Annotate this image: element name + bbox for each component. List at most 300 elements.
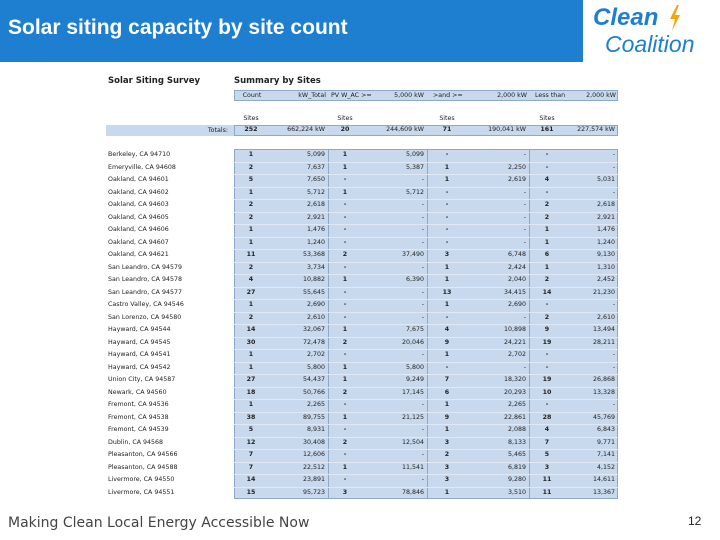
value-cell: 53,368 (302, 251, 325, 258)
value-cell: 1 (248, 238, 254, 246)
value-cell: 5,712 (405, 188, 424, 196)
location-cell: San Leandro, CA 94579 (108, 263, 183, 271)
location-cell: Oakland, CA 94603 (108, 201, 169, 208)
value-cell: 2,921 (306, 213, 325, 221)
location-cell: Oakland, CA 94602 (108, 188, 169, 196)
value-cell: 1 (544, 263, 550, 271)
value-cell: - (523, 151, 526, 158)
value-cell: 27 (246, 376, 256, 383)
value-cell: 2 (248, 163, 254, 171)
location-cell: Oakland, CA 94605 (108, 213, 169, 221)
table-row (106, 163, 618, 174)
value-cell: - (612, 163, 615, 171)
value-cell: 2,921 (596, 213, 615, 221)
value-cell: - (445, 238, 449, 246)
table-row (106, 388, 618, 399)
value-cell: 2,088 (507, 426, 526, 433)
value-cell: 7 (248, 451, 254, 458)
value-cell: - (421, 288, 424, 296)
value-cell: 22,861 (503, 413, 526, 421)
table-row (106, 175, 618, 186)
value-cell: - (421, 226, 424, 233)
value-cell: 2 (342, 338, 348, 346)
location-cell: Newark, CA 94560 (108, 388, 167, 396)
value-cell: 5,099 (405, 151, 424, 158)
value-cell: 9 (544, 326, 550, 333)
value-cell: 5 (248, 176, 254, 183)
value-cell: 6 (544, 251, 550, 258)
totals-cell: 252 (244, 126, 258, 133)
value-cell: - (523, 226, 526, 233)
value-cell: 1 (544, 238, 550, 246)
value-cell: 20,293 (503, 388, 526, 396)
value-cell: 1 (444, 163, 450, 171)
value-cell: 9 (444, 338, 450, 346)
page-number: 12 (688, 514, 702, 528)
value-cell: 2,424 (507, 263, 526, 271)
column-header: PV W_AC >= (331, 92, 372, 99)
logo-word-clean: Clean (593, 4, 659, 31)
value-cell: 13,494 (592, 326, 615, 333)
value-cell: - (343, 476, 347, 483)
value-cell: 10,898 (503, 326, 526, 333)
value-cell: 2,619 (507, 176, 526, 183)
location-cell: Castro Valley, CA 94546 (108, 301, 184, 308)
value-cell: - (421, 476, 424, 483)
value-cell: 7,637 (306, 163, 325, 171)
value-cell: - (545, 188, 549, 196)
value-cell: 1 (444, 301, 450, 308)
value-cell: 5,031 (596, 176, 615, 183)
value-cell: - (421, 313, 424, 321)
value-cell: - (343, 213, 347, 221)
table-row (106, 450, 618, 461)
value-cell: 10 (542, 388, 552, 396)
value-cell: 12,606 (302, 451, 325, 458)
value-cell: 2 (248, 213, 254, 221)
totals-cell: 20 (340, 126, 350, 133)
value-cell: 12 (246, 438, 256, 446)
value-cell: 8,931 (306, 426, 325, 433)
title-bar (0, 0, 720, 62)
value-cell: 1 (248, 351, 254, 358)
value-cell: - (445, 226, 449, 233)
value-cell: 13,328 (592, 388, 615, 396)
value-cell: 1 (342, 276, 348, 283)
column-header-row (234, 90, 618, 101)
value-cell: 5,800 (405, 363, 424, 371)
location-cell: San Leandro, CA 94578 (108, 276, 183, 283)
value-cell: 32,067 (302, 326, 325, 333)
location-cell: Livermore, CA 94551 (108, 488, 175, 496)
table-row (106, 300, 618, 311)
totals-row (106, 125, 618, 136)
table-row (106, 438, 618, 449)
value-cell: 3,510 (507, 488, 526, 496)
totals-cell: 244,609 kW (386, 126, 424, 133)
value-cell: - (421, 351, 424, 358)
value-cell: 2,690 (507, 301, 526, 308)
location-cell: Hayward, CA 94545 (108, 338, 171, 346)
value-cell: 7,675 (405, 326, 424, 333)
value-cell: 1 (444, 276, 450, 283)
value-cell: 2 (342, 251, 348, 258)
value-cell: - (523, 313, 526, 321)
value-cell: - (545, 301, 549, 308)
table-row (106, 363, 618, 374)
value-cell: 45,769 (592, 413, 615, 421)
subheader-row (106, 114, 618, 125)
value-cell: - (421, 176, 424, 183)
location-cell: Emeryville, CA 94608 (108, 163, 176, 171)
totals-cell: 227,574 kW (577, 126, 615, 133)
value-cell: 2 (544, 213, 550, 221)
value-cell: 9 (444, 413, 450, 421)
table-row (106, 250, 618, 261)
value-cell: - (343, 301, 347, 308)
value-cell: 2,265 (306, 401, 325, 408)
value-cell: 2,452 (596, 276, 615, 283)
value-cell: 78,846 (401, 488, 424, 496)
value-cell: - (421, 426, 424, 433)
value-cell: 14 (542, 288, 552, 296)
column-header: 2,000 kW (586, 92, 616, 99)
totals-cell: 662,224 kW (287, 126, 325, 133)
value-cell: - (612, 363, 615, 371)
value-cell: 6,843 (596, 426, 615, 433)
value-cell: 2,702 (507, 351, 526, 358)
location-cell: Berkeley, CA 94710 (108, 151, 171, 158)
table-row (106, 225, 618, 236)
location-cell: Oakland, CA 94607 (108, 238, 169, 246)
column-header: Less than (535, 92, 566, 99)
location-cell: Hayward, CA 94544 (108, 326, 171, 333)
value-cell: 14 (246, 326, 256, 333)
value-cell: 2 (544, 276, 550, 283)
value-cell: 7 (248, 463, 254, 471)
value-cell: 28 (542, 413, 552, 421)
value-cell: 14 (246, 476, 256, 483)
table-row (106, 350, 618, 361)
table-row (106, 150, 618, 161)
table-row (106, 413, 618, 424)
value-cell: 1 (444, 351, 450, 358)
value-cell: - (523, 201, 526, 208)
location-cell: San Leandro, CA 94577 (108, 288, 183, 296)
totals-cell: 190,041 kW (488, 126, 526, 133)
value-cell: 1 (342, 151, 348, 158)
value-cell: 2 (342, 438, 348, 446)
value-cell: 1 (248, 301, 254, 308)
value-cell: 3 (444, 251, 450, 258)
value-cell: 10,882 (302, 276, 325, 283)
summary-title: Summary by Sites (234, 76, 321, 86)
value-cell: 1 (248, 401, 254, 408)
value-cell: 4 (444, 326, 450, 333)
totals-cell: 161 (540, 126, 554, 133)
subheader-sites: Sites (243, 115, 259, 122)
value-cell: - (343, 238, 347, 246)
value-cell: 1 (444, 176, 450, 183)
value-cell: - (421, 238, 424, 246)
value-cell: 95,723 (302, 488, 325, 496)
value-cell: 2,040 (507, 276, 526, 283)
value-cell: 2 (248, 313, 254, 321)
value-cell: 1,240 (596, 238, 615, 246)
value-cell: 7 (544, 438, 550, 446)
value-cell: - (421, 263, 424, 271)
value-cell: 3 (444, 463, 450, 471)
table-row (106, 238, 618, 249)
value-cell: 2,618 (596, 201, 615, 208)
value-cell: - (523, 188, 526, 196)
value-cell: 1 (342, 188, 348, 196)
value-cell: 21,125 (401, 413, 424, 421)
location-cell: Fremont, CA 94539 (108, 426, 169, 433)
value-cell: 3 (544, 463, 550, 471)
lightning-bolt-icon (668, 5, 682, 31)
logo-word-coalition: Coalition (605, 31, 695, 57)
value-cell: - (343, 201, 347, 208)
value-cell: - (343, 288, 347, 296)
value-cell: 12,504 (401, 438, 424, 446)
value-cell: 17,145 (401, 388, 424, 396)
value-cell: 6,748 (507, 251, 526, 258)
value-cell: - (343, 401, 347, 408)
value-cell: - (421, 401, 424, 408)
value-cell: 3,734 (306, 263, 325, 271)
value-cell: 72,478 (302, 338, 325, 346)
value-cell: - (523, 363, 526, 371)
location-cell: Pleasanton, CA 94588 (108, 463, 178, 471)
value-cell: 6,390 (405, 276, 424, 283)
value-cell: - (445, 363, 449, 371)
value-cell: - (343, 313, 347, 321)
location-cell: Fremont, CA 94536 (108, 401, 169, 408)
clean-coalition-logo (583, 0, 720, 62)
table-row (106, 475, 618, 486)
totals-cell: 71 (442, 126, 452, 133)
value-cell: 4 (544, 176, 550, 183)
location-cell: Union City, CA 94587 (108, 376, 176, 383)
value-cell: 1 (444, 263, 450, 271)
column-header: 5,000 kW (394, 92, 424, 99)
value-cell: 2,618 (306, 201, 325, 208)
location-cell: Oakland, CA 94601 (108, 176, 169, 183)
value-cell: 1 (342, 363, 348, 371)
column-header: Count (242, 92, 262, 99)
value-cell: 2 (248, 201, 254, 208)
value-cell: 19 (542, 338, 552, 346)
value-cell: 1 (444, 401, 450, 408)
value-cell: - (445, 151, 449, 158)
value-cell: 3 (342, 488, 348, 496)
value-cell: 20,046 (401, 338, 424, 346)
value-cell: 1,240 (306, 238, 325, 246)
value-cell: 89,755 (302, 413, 325, 421)
value-cell: 1 (248, 151, 254, 158)
value-cell: 1 (342, 163, 348, 171)
value-cell: 2 (342, 388, 348, 396)
value-cell: 2 (544, 201, 550, 208)
value-cell: 11 (542, 488, 552, 496)
value-cell: 5 (248, 426, 254, 433)
table-row (106, 313, 618, 324)
value-cell: 37,490 (401, 251, 424, 258)
value-cell: 6,819 (507, 463, 526, 471)
value-cell: - (343, 176, 347, 183)
table-row (106, 288, 618, 299)
value-cell: - (445, 201, 449, 208)
value-cell: 2 (544, 313, 550, 321)
value-cell: 9,771 (596, 438, 615, 446)
value-cell: 2,702 (306, 351, 325, 358)
value-cell: - (523, 238, 526, 246)
value-cell: 24,221 (503, 338, 526, 346)
table-row (106, 213, 618, 224)
value-cell: 13,367 (592, 488, 615, 496)
slide-title: Solar siting capacity by site count (8, 16, 348, 39)
value-cell: 7 (444, 376, 450, 383)
value-cell: 9,280 (507, 476, 526, 483)
value-cell: 2 (444, 451, 450, 458)
value-cell: - (545, 401, 549, 408)
location-cell: Pleasanton, CA 94566 (108, 451, 178, 458)
value-cell: 5,800 (306, 363, 325, 371)
value-cell: - (545, 163, 549, 171)
value-cell: 2,610 (596, 313, 615, 321)
table-row (106, 325, 618, 336)
table-row (106, 263, 618, 274)
subheader-sites: Sites (337, 115, 353, 122)
survey-title: Solar Siting Survey (108, 76, 201, 86)
value-cell: 9,130 (596, 251, 615, 258)
table-row (106, 188, 618, 199)
value-cell: - (421, 301, 424, 308)
value-cell: - (545, 351, 549, 358)
value-cell: 1 (248, 188, 254, 196)
location-cell: Dublin, CA 94568 (108, 438, 164, 446)
value-cell: - (343, 351, 347, 358)
value-cell: 18 (246, 388, 256, 396)
value-cell: - (545, 363, 549, 371)
value-cell: 28,211 (592, 338, 615, 346)
location-cell: Hayward, CA 94542 (108, 363, 171, 371)
value-cell: - (612, 301, 615, 308)
value-cell: 1 (248, 363, 254, 371)
value-cell: - (545, 151, 549, 158)
value-cell: 2,250 (507, 163, 526, 171)
table-row (106, 488, 618, 499)
value-cell: - (421, 213, 424, 221)
value-cell: - (343, 451, 347, 458)
value-cell: 15 (246, 488, 256, 496)
value-cell: 26,868 (592, 376, 615, 383)
value-cell: - (445, 213, 449, 221)
value-cell: - (343, 426, 347, 433)
value-cell: 6 (444, 388, 450, 396)
subheader-sites: Sites (439, 115, 455, 122)
table-row (106, 200, 618, 211)
value-cell: 1 (342, 376, 348, 383)
value-cell: 3 (444, 476, 450, 483)
column-header: kW_Total (298, 92, 326, 99)
slide-footer: Making Clean Local Energy Accessible Now (8, 515, 310, 531)
subheader-sites: Sites (539, 115, 555, 122)
value-cell: 9,249 (405, 376, 424, 383)
value-cell: 8,133 (507, 438, 526, 446)
location-cell: Oakland, CA 94606 (108, 226, 169, 233)
value-cell: 1 (342, 326, 348, 333)
table-row (106, 400, 618, 411)
table-row (106, 425, 618, 436)
table-row (106, 275, 618, 286)
value-cell: 11,541 (401, 463, 424, 471)
value-cell: 22,512 (302, 463, 325, 471)
value-cell: 2 (248, 263, 254, 271)
value-cell: 27 (246, 288, 256, 296)
value-cell: 7,141 (596, 451, 615, 458)
value-cell: 30 (246, 338, 256, 346)
table-row (106, 463, 618, 474)
value-cell: 1,310 (596, 263, 615, 271)
value-cell: - (612, 401, 615, 408)
value-cell: 23,891 (302, 476, 325, 483)
value-cell: 4 (544, 426, 550, 433)
value-cell: 1,476 (596, 226, 615, 233)
value-cell: 54,437 (302, 376, 325, 383)
value-cell: - (445, 188, 449, 196)
value-cell: - (445, 313, 449, 321)
value-cell: - (612, 188, 615, 196)
value-cell: 5,099 (306, 151, 325, 158)
location-cell: Fremont, CA 94538 (108, 413, 169, 421)
value-cell: 13 (442, 288, 452, 296)
value-cell: - (612, 151, 615, 158)
column-header: 2,000 kW (497, 92, 527, 99)
value-cell: 3 (444, 438, 450, 446)
value-cell: 4 (248, 276, 254, 283)
value-cell: 1,476 (306, 226, 325, 233)
value-cell: 30,408 (302, 438, 325, 446)
location-cell: Oakland, CA 94621 (108, 251, 169, 258)
location-cell: Livermore, CA 94550 (108, 476, 175, 483)
value-cell: 1 (444, 426, 450, 433)
value-cell: 18,320 (503, 376, 526, 383)
column-header: >and >= (433, 92, 463, 99)
totals-label: Totals: (106, 125, 234, 136)
value-cell: 4,152 (596, 463, 615, 471)
value-cell: - (612, 351, 615, 358)
value-cell: 50,766 (302, 388, 325, 396)
value-cell: - (421, 201, 424, 208)
value-cell: - (343, 263, 347, 271)
value-cell: 5 (544, 451, 550, 458)
location-cell: Hayward, CA 94541 (108, 351, 171, 358)
value-cell: 1 (444, 488, 450, 496)
value-cell: 2,265 (507, 401, 526, 408)
value-cell: 19 (542, 376, 552, 383)
table-row (106, 338, 618, 349)
value-cell: 1 (544, 226, 550, 233)
table-row (106, 375, 618, 386)
location-cell: San Lorenzo, CA 94580 (108, 313, 182, 321)
value-cell: 2,610 (306, 313, 325, 321)
value-cell: 5,465 (507, 451, 526, 458)
value-cell: 2,690 (306, 301, 325, 308)
value-cell: 55,645 (302, 288, 325, 296)
value-cell: - (523, 213, 526, 221)
